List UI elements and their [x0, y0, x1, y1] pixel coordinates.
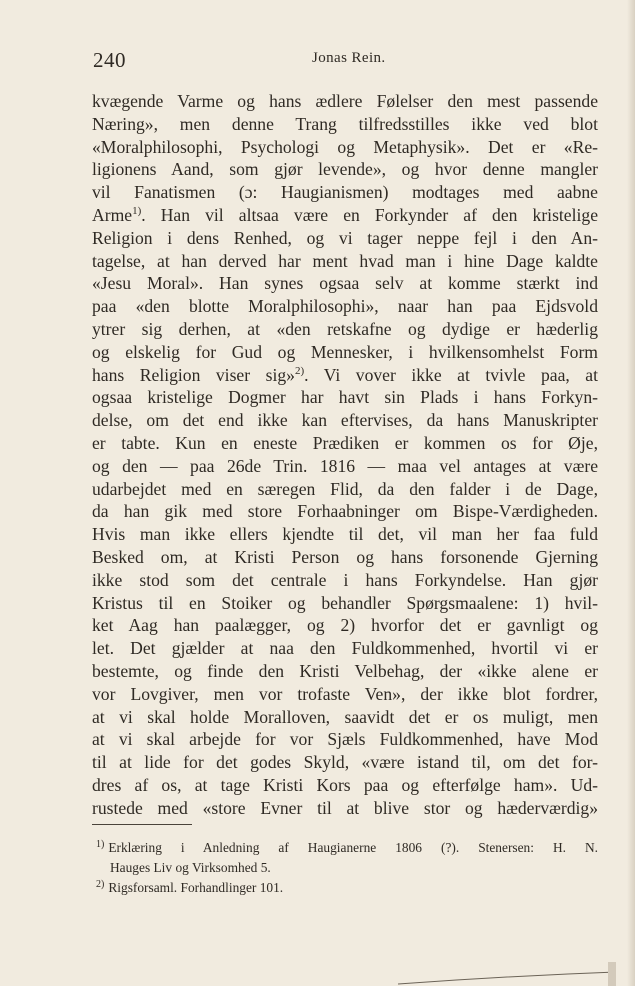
- text-line: er tabte. Kun en eneste Prædiken er kommen os for Øje,: [92, 432, 598, 453]
- text-line: Kristus til en Stoiker og behandler Spørgsmaalene: 1) hvil-: [92, 592, 598, 613]
- text-fragment: Arme: [92, 204, 133, 225]
- footnote-divider: [92, 824, 192, 825]
- page-number: 240: [93, 48, 126, 72]
- text-line: bestemte, og finde den Kristi Velbehag, der «ikke alene er: [92, 660, 598, 681]
- text-line: «Jesu Moral». Han synes ogsaa selv at komme stærkt ind: [92, 273, 598, 294]
- text-line: ket Aag han paalægger, og 2) hvorfor det er gavnligt og: [92, 615, 598, 636]
- text-line: dres af os, at tage Kristi Kors paa og efterfølge ham». Ud-: [92, 774, 598, 795]
- text-line: Besked om, at Kristi Person og hans forsonende Gjerning: [92, 546, 598, 567]
- text-line: rustede med «store Evner til at blive stor og hæderværdig»: [92, 797, 598, 818]
- text-line: [92, 204, 598, 227]
- page-curl-mark: [398, 962, 618, 986]
- running-head: Jonas Rein.: [312, 50, 386, 66]
- text-line: «Moralphilosophi, Psychologi og Metaphysik». Det er «Re-: [92, 136, 598, 157]
- text-line: Religion i dens Renhed, og vi tager neppe fejl i den An-: [92, 227, 598, 248]
- footnote-1-continuation: Hauges Liv og Virksomhed 5.: [110, 860, 271, 875]
- footnote-ref-1: 1): [132, 205, 142, 218]
- text-fragment: . Vi vover ikke at tvivle paa, at: [304, 364, 598, 385]
- footnote-mark-1: 1): [96, 838, 105, 850]
- footnote-2: [96, 878, 598, 898]
- text-line: da han gik med store Forhaabninger om Bispe-Værdigheden.: [92, 501, 598, 522]
- text-line: let. Det gjælder at naa den Fuldkommenhed, hvortil vi er: [92, 638, 598, 659]
- text-line: at vi skal holde Moralloven, saavidt det er os muligt, men: [92, 706, 598, 727]
- text-line: vor Lovgiver, men vor trofaste Ven», der ikke blot fordrer,: [92, 683, 598, 704]
- text-line: [92, 364, 598, 387]
- footnote-1: [96, 838, 598, 858]
- page-edge-shadow: [627, 0, 635, 986]
- text-line: delse, om det end ikke kan eftervises, da hans Manuskripter: [92, 410, 598, 431]
- footnote-text: Rigsforsaml. Forhandlinger 101.: [108, 880, 284, 895]
- text-line: ligionens Aand, som gjør levende», og hvor denne mangler: [92, 159, 598, 180]
- footnotes: [96, 838, 598, 898]
- footnote-text: Erklæring i Anledning af Haugianerne 1806 (?). Stenersen: H. N.: [108, 840, 598, 855]
- text-fragment: hans Religion viser sig»: [92, 364, 295, 385]
- text-line: ytrer sig derhen, at «den retskafne og dydige er hæderlig: [92, 318, 598, 339]
- text-line: til at lide for det godes Skyld, «være istand til, om det for-: [92, 752, 598, 773]
- text-line: ikke stod som det centrale i hans Forkyndelse. Han gjør: [92, 569, 598, 590]
- text-line: Hvis man ikke ellers kjendte til det, vil man her faa fuld: [92, 524, 598, 545]
- text-line: og elskelig for Gud og Mennesker, i hvilkensomhelst Form: [92, 341, 598, 362]
- text-fragment: . Han vil altsaa være en Forkynder af den kristelige: [141, 204, 598, 225]
- text-line: Næring», men denne Trang tilfredsstilles ikke ved blot: [92, 113, 598, 134]
- footnote-mark-2: 2): [96, 878, 105, 890]
- text-line: vil Fanatismen (ɔ: Haugianismen) modtages med aabne: [92, 182, 598, 203]
- body-text: [92, 90, 598, 820]
- text-line: at vi skal arbejde for vor Sjæls Fuldkommenhed, have Mod: [92, 729, 598, 750]
- text-line: ogsaa kristelige Dogmer har havt sin Plads i hans Forkyn-: [92, 387, 598, 408]
- text-line: udarbejdet med en særegen Flid, da den falder i de Dage,: [92, 478, 598, 499]
- text-line: kvægende Varme og hans ædlere Følelser den mest passende: [92, 91, 598, 111]
- text-line: tagelse, at han derved har ment hvad man i hine Dage kaldte: [92, 250, 598, 271]
- text-line: paa «den blotte Moralphilosophi», naar han paa Ejdsvold: [92, 296, 598, 317]
- text-line: og den — paa 26de Trin. 1816 — maa vel antages at være: [92, 455, 598, 476]
- footnote-ref-2: 2): [294, 364, 305, 377]
